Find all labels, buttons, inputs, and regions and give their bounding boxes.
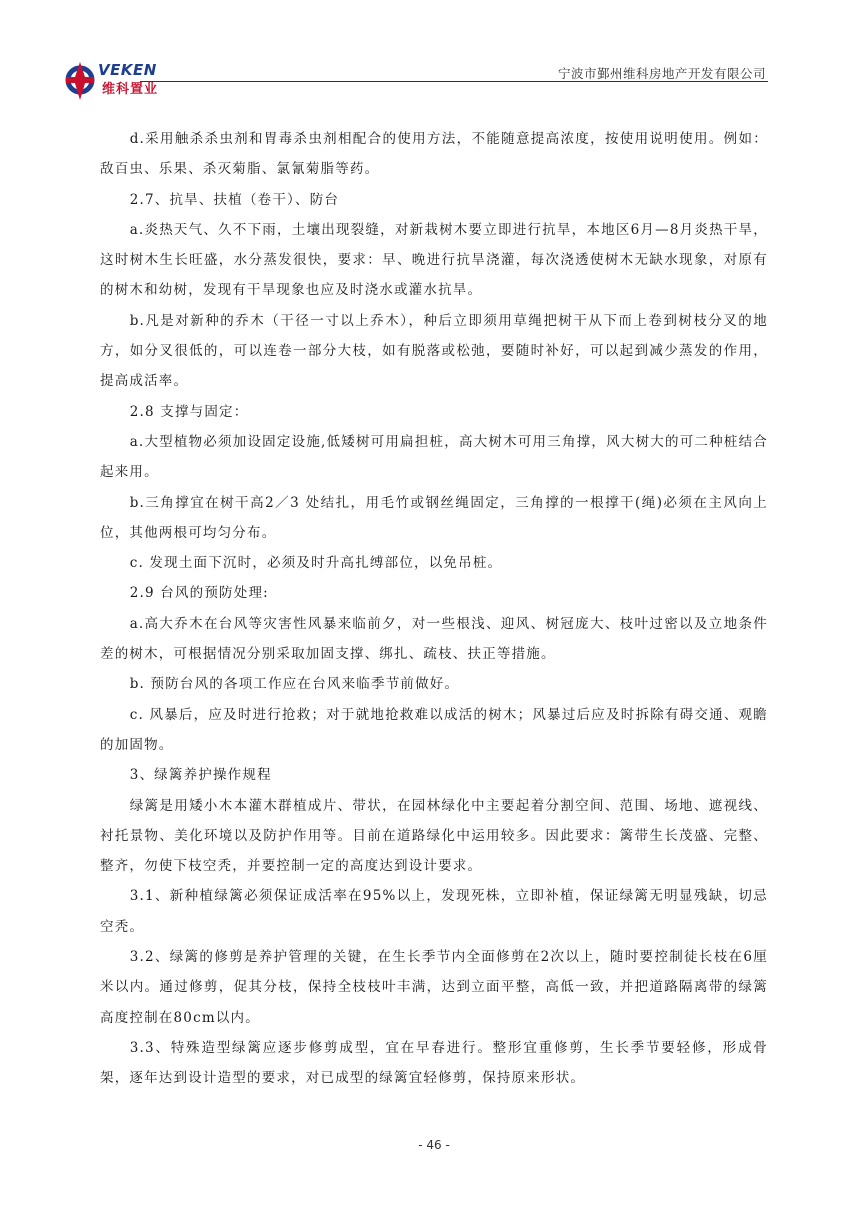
paragraph: b.凡是对新种的乔木（干径一寸以上乔木），种后立即须用草绳把树干从下而上卷到树枝分叉的地方，如分叉很低的，可以连卷一部分大枝，如有脱落或松弛，要随时补好，可以起到减少蒸发的作用，提高成活率。 <box>100 312 768 390</box>
paragraph: a.大型植物必须加设固定设施,低矮树可用扁担桩，高大树木可用三角撑，风大树大的可二种桩结合起来用。 <box>100 433 768 481</box>
paragraph: b. 预防台风的各项工作应在台风来临季节前做好。 <box>129 676 460 693</box>
section-heading: 2.9 台风的预防处理: <box>129 585 269 602</box>
paragraph: c. 风暴后，应及时进行抢救；对于就地抢救难以成活的树木；风暴过后应及时拆除有碍交通、观瞻的加固物。 <box>100 706 768 753</box>
page-number: - 46 - <box>418 1138 450 1152</box>
paragraph: 3.1、新种植绿篱必须保证成活率在95%以上，发现死株，立即补植，保证绿篱无明显残缺，切忌空秃。 <box>100 888 768 935</box>
logo-text-en: VEKEN <box>98 61 157 79</box>
company-name: 宁波市鄞州维科房地产开发有限公司 <box>557 66 766 81</box>
paragraph: 3.2、绿篱的修剪是养护管理的关键，在生长季节内全面修剪在2次以上，随时要控制徒长枝在6厘米以内。通过修剪，促其分枝，保持全枝枝叶丰满，达到立面平整，高低一致，并把道路隔离带的绿篱高度控制在80cm以内。 <box>100 949 768 1026</box>
page-header <box>0 0 868 110</box>
header-divider <box>140 81 768 82</box>
paragraph: a.高大乔木在台风等灾害性风暴来临前夕，对一些根浅、迎风、树冠庞大、枝叶过密以及立地条件差的树木，可根据情况分别采取加固支撑、绑扎、疏枝、扶正等措施。 <box>100 615 768 663</box>
section-heading: 2.8 支撑与固定： <box>129 403 249 420</box>
paragraph: a.炎热天气、久不下雨，土壤出现裂缝，对新栽树木要立即进行抗旱，本地区6月—8月炎热干旱，这时树木生长旺盛，水分蒸发很快，要求：早、晚进行抗旱浇灌，每次浇透使树木无缺水现象，对原有的树木和幼树，发现有干旱现象也应及时浇水或灌水抗旱。 <box>100 221 768 299</box>
logo-text-cn: 维科置业 <box>102 82 159 97</box>
paragraph: 3.3、特殊造型绿篱应逐步修剪成型，宜在早春进行。整形宜重修剪，生长季节要轻修，形成骨架，逐年达到设计造型的要求，对已成型的绿篱宜轻修剪，保持原来形状。 <box>100 1039 768 1087</box>
paragraph: d.采用触杀杀虫剂和胃毒杀虫剂相配合的使用方法，不能随意提高浓度，按使用说明使用。例如：敌百虫、乐果、杀灭菊脂、氯氰菊脂等药。 <box>100 131 768 178</box>
paragraph: c. 发现土面下沉时，必须及时升高扎缚部位，以免吊桩。 <box>129 555 503 572</box>
logo-mark-icon <box>64 58 100 104</box>
section-heading: 3、绿篱养护操作规程 <box>129 767 272 784</box>
section-heading: 2.7、抗旱、扶植（卷干）、防台 <box>129 191 340 208</box>
paragraph: b.三角撑宜在树干高2／3 处结扎，用毛竹或钢丝绳固定，三角撑的一根撑干(绳)必须在主风向上位，其他两根可均匀分布。 <box>100 494 768 541</box>
document-body <box>100 124 768 1094</box>
paragraph: 绿篱是用矮小木本灌木群植成片、带状，在园林绿化中主要起着分割空间、范围、场地、遮视线、衬托景物、美化环境以及防护作用等。目前在道路绿化中运用较多。因此要求：篱带生长茂盛、完整、整齐，勿使下枝空秃，并要控制一定的高度达到设计要求。 <box>100 797 768 875</box>
